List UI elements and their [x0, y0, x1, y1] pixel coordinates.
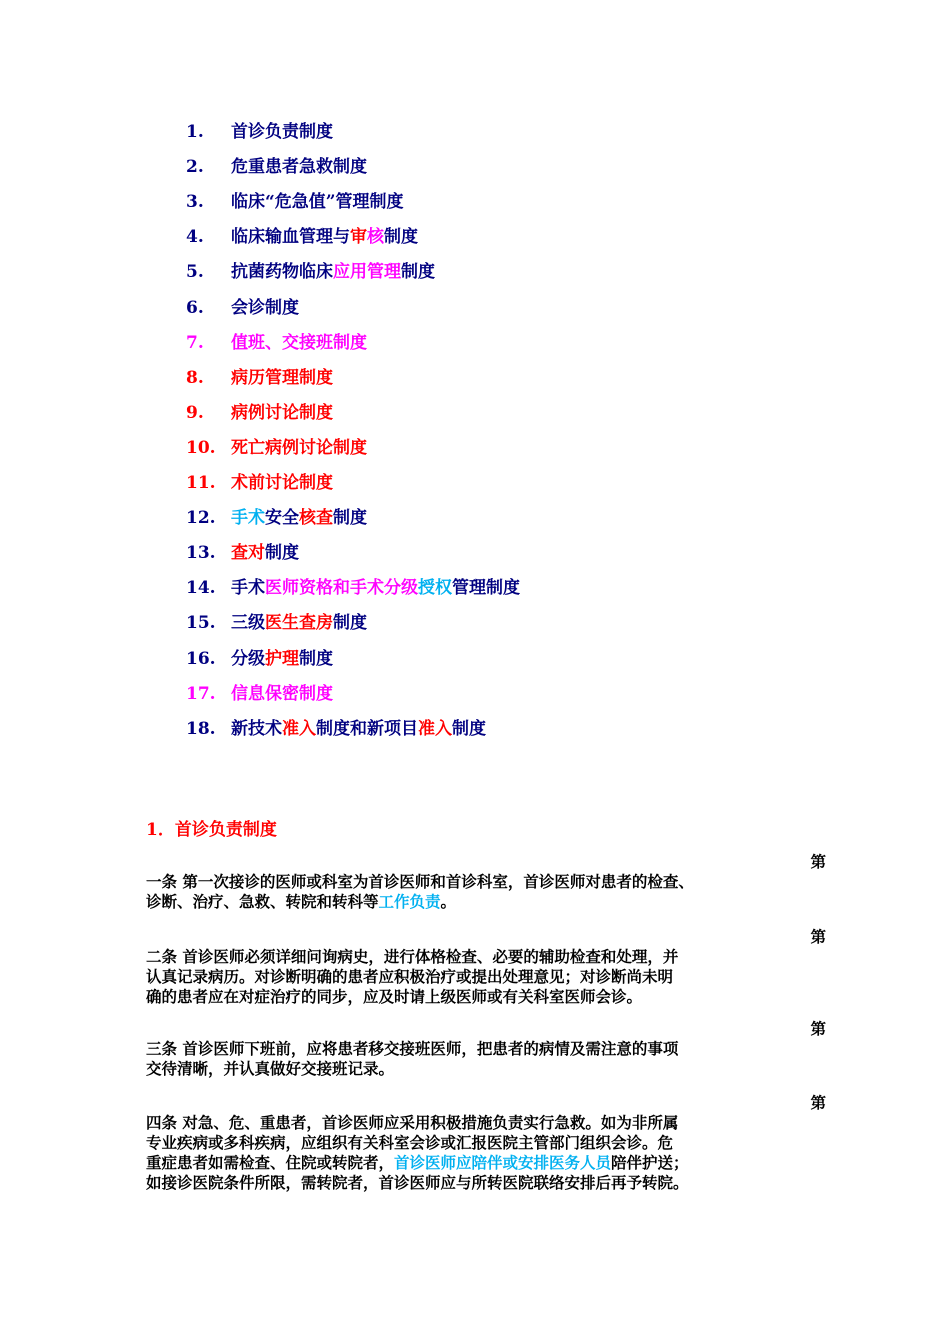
- toc-item-text: 制度和新项目: [316, 718, 418, 739]
- toc-item-text: 信息保密制度: [231, 683, 333, 704]
- section-heading-title: 首诊负责制度: [174, 820, 277, 840]
- toc-item-text: 值班、交接班制度: [231, 332, 367, 353]
- toc-item-text: 医生查房: [265, 613, 333, 634]
- toc-item-text: 制度: [452, 718, 486, 739]
- toc-item-text: 新技术: [231, 718, 282, 739]
- toc-item: [186, 611, 367, 635]
- toc-item: [186, 401, 333, 425]
- toc-item-number: 15.: [186, 613, 216, 634]
- article-line: [146, 1153, 814, 1173]
- article-ordinal-prefix: 第: [810, 852, 826, 871]
- toc-item-number: 17.: [186, 683, 216, 704]
- article-body: [146, 1113, 814, 1193]
- toc-item-text: 三级: [231, 613, 265, 634]
- toc-item-text: 会诊制度: [231, 297, 299, 318]
- section-heading-number: 1．: [146, 820, 175, 840]
- toc-item-text: 制度: [384, 227, 418, 248]
- toc-item-text: 病例讨论制度: [231, 402, 333, 423]
- toc-item-text: 安全: [265, 508, 299, 529]
- toc-item-text: 准入: [418, 718, 452, 739]
- article-text: 四条 对急、危、重患者，首诊医师应采用积极措施负责实行急救。如为非所属: [146, 1113, 679, 1132]
- toc-item: [186, 331, 367, 355]
- article-text: 三条 首诊医师下班前，应将患者移交接班医师，把患者的病情及需注意的事项: [146, 1039, 679, 1058]
- article-line: [146, 967, 814, 987]
- toc-item: [186, 120, 333, 144]
- article-body: [146, 872, 814, 912]
- article-paragraph: [146, 1093, 826, 1195]
- toc-item-text: 核: [367, 227, 384, 248]
- toc-item-number: 7.: [186, 332, 204, 353]
- toc-item-text: 制度: [333, 508, 367, 529]
- toc-item-number: 16.: [186, 648, 216, 669]
- article-text: 交待清晰，并认真做好交接班记录。: [146, 1059, 395, 1078]
- article-text: 。: [440, 892, 457, 911]
- toc-item-number: 9.: [186, 402, 204, 423]
- toc-item-text: 分级: [231, 648, 265, 669]
- article-ordinal-prefix: 第: [810, 1093, 826, 1112]
- toc-item-number: 14.: [186, 578, 216, 599]
- article-ordinal-prefix: 第: [810, 1019, 826, 1038]
- article-line: [146, 947, 814, 967]
- toc-item-number: 2.: [186, 157, 204, 178]
- toc-item-text: 死亡病例讨论制度: [231, 437, 367, 458]
- article-text: 二条 首诊医师必须详细问询病史，进行体格检查、必要的辅助检查和处理，并: [146, 947, 679, 966]
- article-text: 工作负责: [378, 892, 441, 911]
- toc-item-text: 查对: [231, 543, 265, 564]
- toc-item-text: 制度: [265, 543, 299, 564]
- article-text: 专业疾病或多科疾病，应组织有关科室会诊或汇报医院主管部门组织会诊。危: [146, 1133, 674, 1152]
- toc-item: [186, 506, 367, 530]
- article-text: 一条 第一次接诊的医师或科室为首诊医师和首诊科室，首诊医师对患者的检查、: [146, 872, 694, 891]
- toc-item: [186, 541, 299, 565]
- toc-item-number: 5.: [186, 262, 204, 283]
- toc-item: [186, 260, 435, 284]
- toc-item: [186, 296, 299, 320]
- article-line: [146, 1113, 814, 1133]
- article-text: 认真记录病历。对诊断明确的患者应积极治疗或提出处理意见；对诊断尚未明: [146, 967, 674, 986]
- toc-item-number: 12.: [186, 508, 216, 529]
- toc-item-number: 8.: [186, 367, 204, 388]
- toc-item-number: 13.: [186, 543, 216, 564]
- toc-item-text: 抗菌药物临床: [231, 262, 333, 283]
- article-paragraph: [146, 927, 826, 1009]
- article-text: 如接诊医院条件所限，需转院者，首诊医师应与所转医院联络安排后再予转院。: [146, 1173, 689, 1192]
- toc-item-text: 管理制度: [452, 578, 520, 599]
- toc-item-text: 应用管理: [333, 262, 401, 283]
- article-line: [146, 872, 814, 892]
- article-body: [146, 947, 814, 1007]
- article-text: 陪伴护送；: [611, 1153, 689, 1172]
- article-line: [146, 1059, 814, 1079]
- article-text: 诊断、治疗、急救、转院和转科等: [146, 892, 379, 911]
- toc-item-text: 制度: [299, 648, 333, 669]
- article-line: [146, 892, 814, 912]
- article-text: 确的患者应在对症治疗的同步，应及时请上级医师或有关科室医师会诊。: [146, 987, 643, 1006]
- toc-item: [186, 190, 404, 214]
- toc-item-number: 10.: [186, 437, 216, 458]
- article-text: 重症患者如需检查、住院或转院者，: [146, 1153, 395, 1172]
- toc-item-text: 制度: [401, 262, 435, 283]
- toc-item-text: 护理: [265, 648, 299, 669]
- toc-item-number: 11.: [186, 473, 216, 493]
- toc-item: [186, 436, 367, 460]
- article-paragraph: [146, 1019, 826, 1081]
- toc-item-text: 危重患者急救制度: [231, 157, 367, 178]
- article-ordinal-prefix: 第: [810, 927, 826, 946]
- toc-item-text: 准入: [282, 718, 316, 739]
- toc-item-text: 病历管理制度: [231, 367, 333, 388]
- toc-item: [186, 682, 333, 706]
- toc-item-text: 医师资格和手术分级: [265, 578, 418, 599]
- toc-item-number: 18.: [186, 718, 216, 739]
- toc-item-text: 手术: [231, 578, 265, 599]
- toc-item-text: 术前讨论制度: [231, 473, 333, 493]
- toc-item-text: 审: [350, 227, 367, 248]
- toc-item-text: 临床输血管理与: [231, 227, 350, 248]
- toc-item: [186, 155, 367, 179]
- toc-item-number: 4.: [186, 227, 204, 248]
- toc-item-text: 核查: [299, 508, 333, 529]
- article-text: 首诊医师应陪伴或安排医务人员: [394, 1153, 612, 1172]
- toc-item-text: 手术: [231, 508, 265, 529]
- toc-item: [186, 225, 418, 249]
- article-line: [146, 1133, 814, 1153]
- section-heading: [146, 818, 277, 842]
- toc-item: [186, 471, 333, 495]
- toc-item-number: 1.: [186, 122, 204, 142]
- toc-item-text: 制度: [333, 613, 367, 634]
- toc-item-text: 首诊负责制度: [231, 122, 333, 142]
- article-line: [146, 987, 814, 1007]
- article-body: [146, 1039, 814, 1079]
- article-line: [146, 1173, 814, 1193]
- toc-item-number: 3.: [186, 192, 204, 213]
- article-paragraph: [146, 852, 826, 914]
- toc-item-text: 临床“危急值”管理制度: [231, 192, 404, 213]
- toc-item: [186, 366, 333, 390]
- toc-item: [186, 647, 333, 671]
- toc-item: [186, 576, 520, 600]
- toc-item-text: 授权: [418, 578, 452, 599]
- article-line: [146, 1039, 814, 1059]
- toc-item-number: 6.: [186, 297, 204, 318]
- toc-item: [186, 717, 486, 741]
